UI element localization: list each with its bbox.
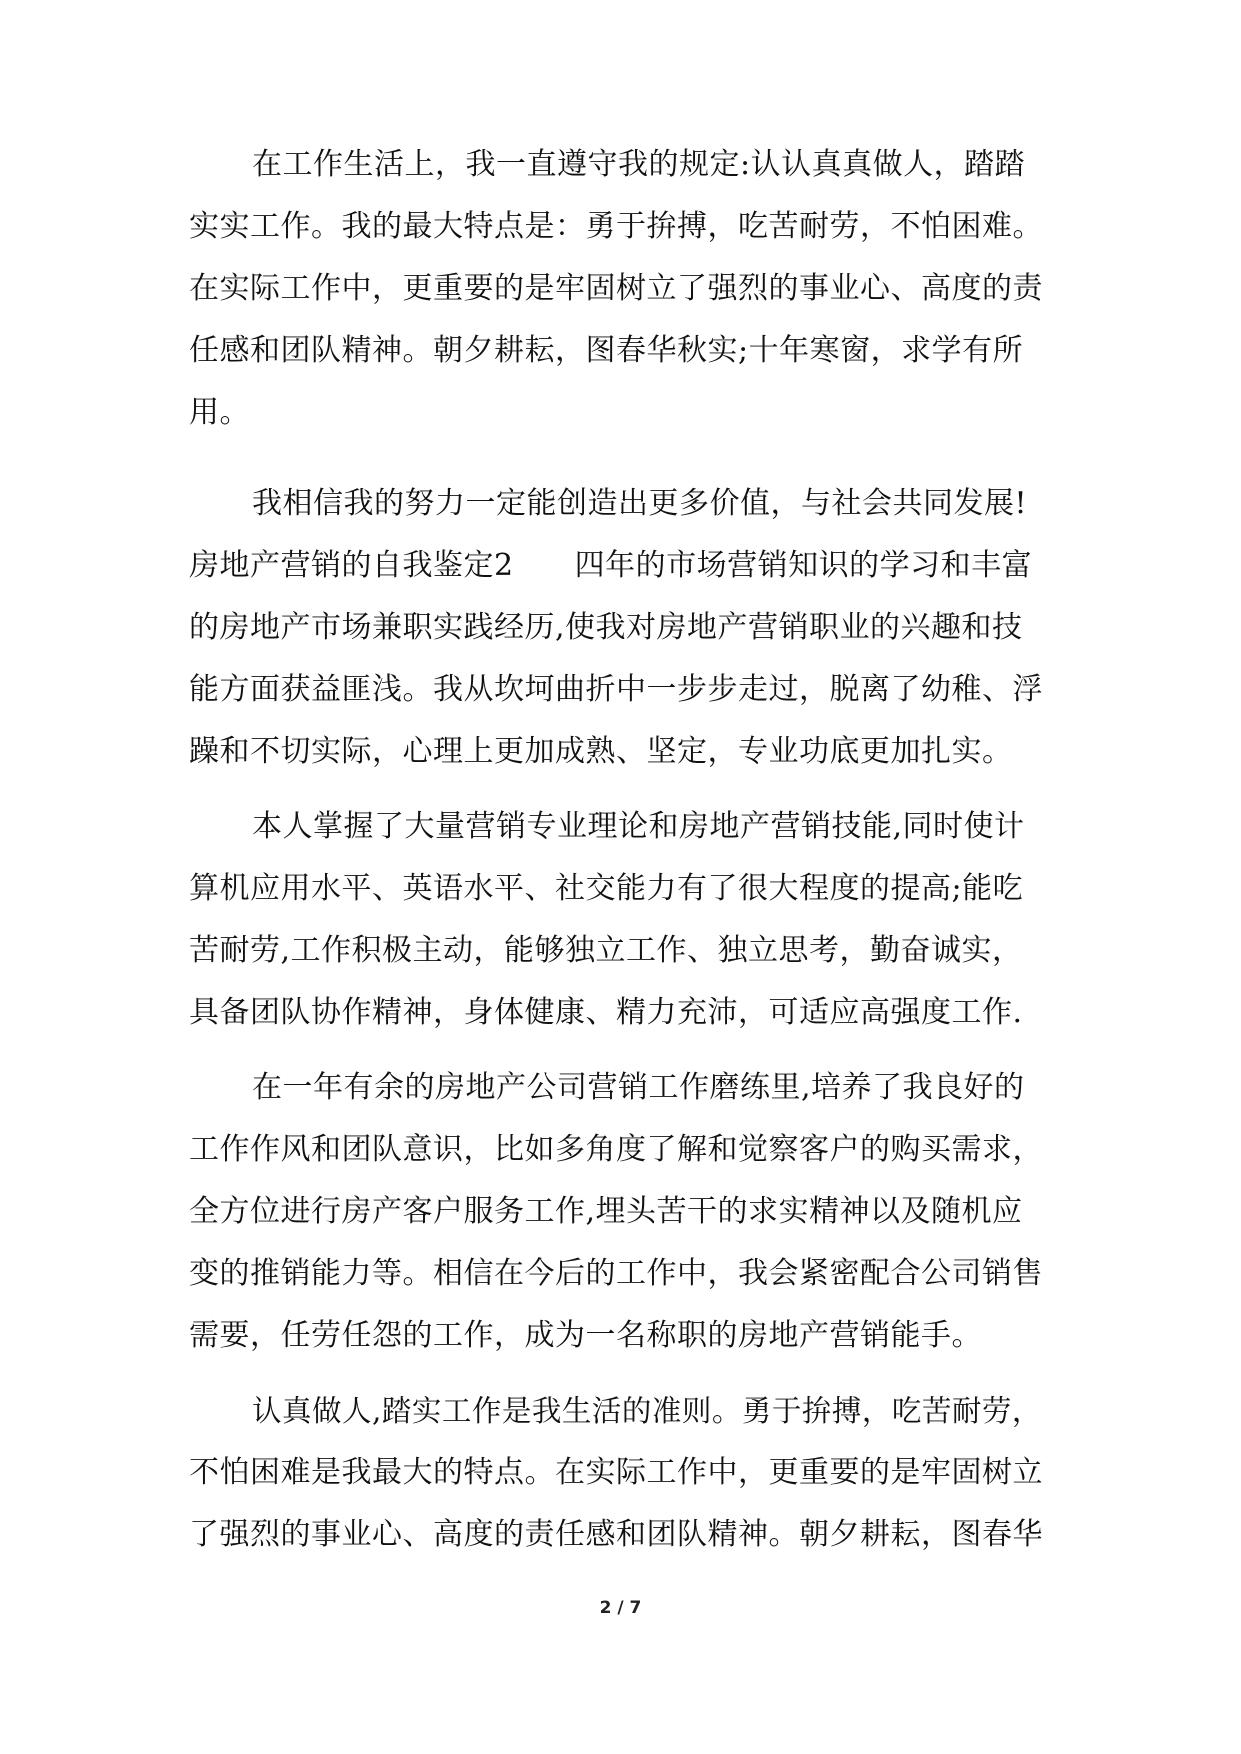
text-line: 用。 [189,395,250,430]
text-line: 我相信我的努力一定能创造出更多价值，与社会共同发展! [252,486,1028,521]
text-line: 在工作生活上，我一直遵守我的规定:认认真真做人，踏踏 [252,147,1026,182]
text-line: 算机应用水平、英语水平、社交能力有了很大程度的提高;能吃 [189,871,1024,906]
text-line: 在一年有余的房地产公司营销工作磨练里,培养了我良好的 [252,1070,1025,1105]
text-line: 认真做人,踏实工作是我生活的准则。勇于拚搏，吃苦耐劳， [252,1394,1042,1428]
text-line: 躁和不切实际，心理上更加成熟、坚定，专业功底更加扎实。 [189,734,1013,769]
page-number: 2 / 7 [599,1598,642,1618]
text-line: 房地产营销的自我鉴定2 四年的市场营销知识的学习和丰富 [189,548,1033,583]
text-line: 任感和团队精神。朝夕耕耘，图春华秋实;十年寒窗，求学有所 [189,333,1024,368]
text-line: 在实际工作中，更重要的是牢固树立了强烈的事业心、高度的责 [189,271,1043,306]
text-line: 本人掌握了大量营销专业理论和房地产营销技能,同时使计 [252,809,1025,844]
text-line: 苦耐劳,工作积极主动，能够独立工作、独立思考，勤奋诚实， [189,933,1023,968]
text-line: 的房地产市场兼职实践经历,使我对房地产营销职业的兴趣和技 [189,610,1023,645]
text-line: 全方位进行房产客户服务工作,埋头苦干的求实精神以及随机应 [189,1194,1023,1229]
text-line: 需要，任劳任怨的工作，成为一名称职的房地产营销能手。 [189,1318,982,1353]
text-line: 了强烈的事业心、高度的责任感和团队精神。朝夕耕耘，图春华 [189,1517,1043,1552]
text-line: 工作作风和团队意识，比如多角度了解和觉察客户的购买需求， [189,1132,1043,1167]
text-line: 实实工作。我的最大特点是：勇于拚搏，吃苦耐劳，不怕困难。 [189,209,1043,244]
text-line: 具备团队协作精神，身体健康、精力充沛，可适应高强度工作. [189,995,1023,1030]
text-line: 能方面获益匪浅。我从坎坷曲折中一步步走过，脱离了幼稚、浮 [189,672,1043,707]
text-line: 不怕困难是我最大的特点。在实际工作中，更重要的是牢固树立 [189,1455,1043,1490]
text-line: 变的推销能力等。相信在今后的工作中，我会紧密配合公司销售 [189,1256,1043,1291]
